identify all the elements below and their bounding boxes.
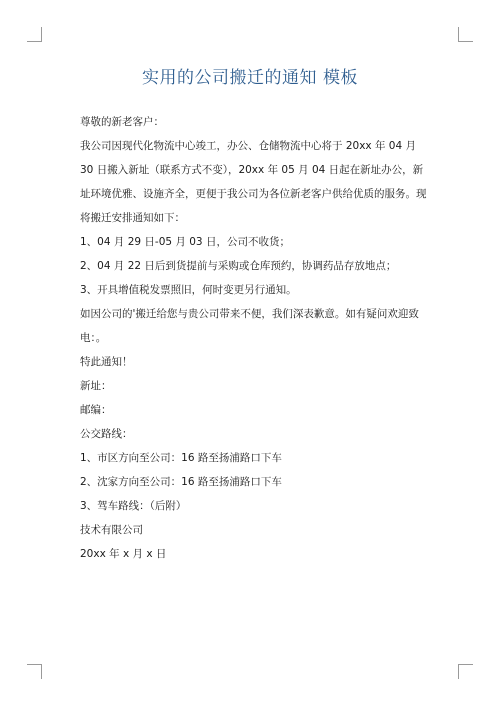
address-label: 新址： bbox=[80, 380, 112, 392]
crop-mark-bottom-right bbox=[458, 664, 473, 679]
notice-item: 3、开具增值税发票照旧，何时变更另行通知。 bbox=[80, 284, 297, 296]
route-item: 3、驾车路线：（后附） bbox=[80, 500, 187, 512]
intro-text: 我公司因现代化物流中心竣工，办公、仓储物流中心将于 20xx 年 04 月 30 日搬入新址（联系方式不变），20xx 年 05 月 04 日起在新址办公，新址环境优雅、设施齐全，更便于我公司为各位新老客户供给优质的服务。现将搬迁安排通知如下： bbox=[80, 140, 427, 224]
crop-mark-bottom-left bbox=[27, 664, 42, 679]
route-item: 1、市区方向至公司：16 路至扬浦路口下车 bbox=[80, 452, 282, 464]
route-item: 2、沈家方向至公司：16 路至扬浦路口下车 bbox=[80, 476, 282, 488]
notice-item: 1、04 月 29 日-05 月 03 日，公司不收货； bbox=[80, 236, 290, 248]
greeting: 尊敬的新老客户： bbox=[80, 116, 164, 128]
document-title: 实用的公司搬迁的通知 模板 bbox=[142, 68, 358, 88]
apology-paragraph: 如因公司的'搬迁给您与贵公司带来不便，我们深表歉意。如有疑问欢迎致电：。 bbox=[80, 308, 419, 344]
closing-line: 特此通知！ bbox=[80, 356, 133, 368]
document-date: 20xx 年 x 月 x 日 bbox=[80, 548, 167, 560]
notice-item: 2、04 月 22 日后到货提前与采购或仓库预约，协调药品存放地点； bbox=[80, 260, 397, 272]
crop-mark-top-left bbox=[27, 27, 42, 42]
postcode-label: 邮编： bbox=[80, 404, 112, 416]
document-body bbox=[80, 110, 430, 566]
bus-route-label: 公交路线： bbox=[80, 428, 133, 440]
crop-mark-top-right bbox=[458, 27, 473, 42]
company-name: 技术有限公司 bbox=[80, 524, 143, 536]
intro-paragraph bbox=[80, 134, 430, 230]
